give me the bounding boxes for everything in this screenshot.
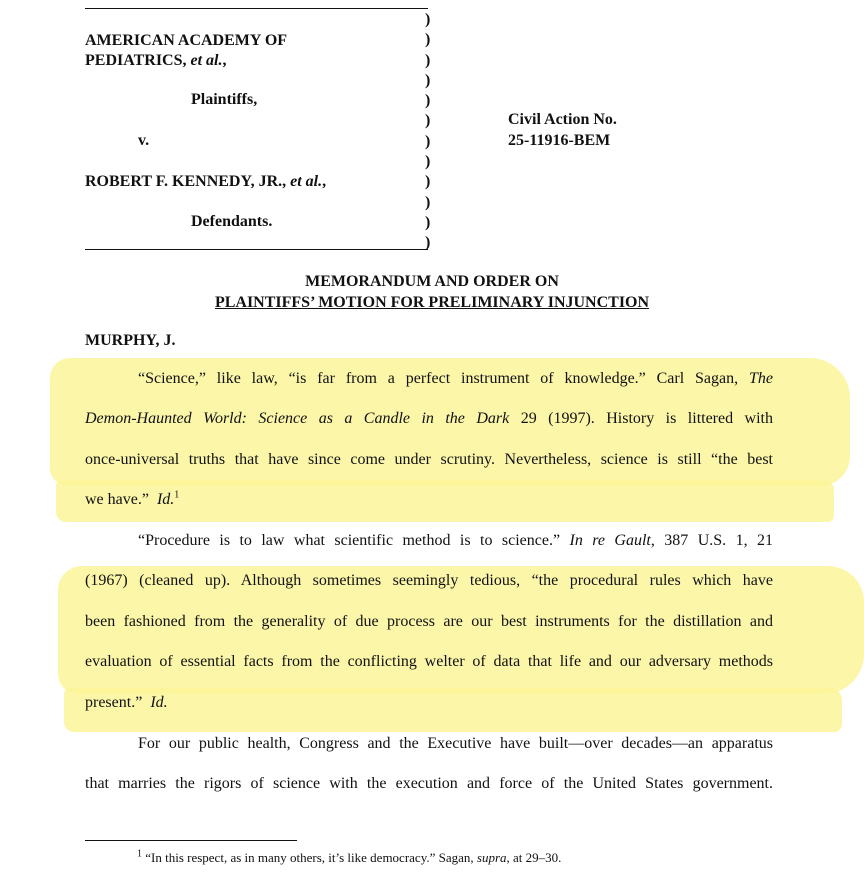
footnote-pinpoint: , at 29–30. bbox=[506, 850, 562, 865]
caption-paren: ) bbox=[425, 173, 431, 191]
paragraph2-line2: (1967) (cleaned up). Although sometimes seemingly tedious, “the procedural rules which have bbox=[85, 572, 773, 589]
defendant-et-al: et al. bbox=[290, 173, 323, 190]
footnote-separator bbox=[85, 840, 297, 841]
caption-paren: ) bbox=[425, 71, 431, 89]
paragraph2-id-cite: Id. bbox=[150, 694, 168, 711]
plaintiffs-label: Plaintiffs, bbox=[191, 91, 258, 108]
footnote-ref-1[interactable]: 1 bbox=[174, 489, 180, 501]
paragraph2-case-name: In re Gault bbox=[569, 532, 651, 549]
defendant-comma: , bbox=[322, 173, 327, 190]
caption-bottom-rule bbox=[85, 249, 428, 250]
caption-paren: ) bbox=[425, 11, 431, 28]
paragraph1-book-title: Demon-Haunted World: Science as a Candle in the Dark bbox=[85, 410, 510, 427]
footnote-marker: 1 bbox=[137, 848, 142, 860]
caption-paren: ) bbox=[425, 153, 431, 171]
paragraph1-line4 bbox=[85, 491, 179, 509]
civil-action-label: Civil Action No. bbox=[508, 111, 617, 128]
caption-paren: ) bbox=[425, 234, 431, 252]
paragraph1-id-cite: Id. bbox=[156, 491, 175, 508]
plaintiff-name-text: PEDIATRICS, bbox=[85, 52, 187, 69]
versus-label: v. bbox=[138, 132, 150, 149]
judge-name: MURPHY, J. bbox=[85, 332, 176, 349]
paragraph1-line4-text: we have.” bbox=[85, 491, 149, 508]
caption-paren: ) bbox=[425, 112, 431, 130]
plaintiff-name-line1: AMERICAN ACADEMY OF bbox=[85, 32, 288, 49]
paragraph1-book-title-start: The bbox=[749, 370, 773, 387]
caption-paren: ) bbox=[425, 132, 431, 150]
paragraph2-case-reporter: , 387 U.S. 1, 21 bbox=[650, 532, 773, 549]
paragraph1-line1-text: “Science,” like law, “is far from a perfect instrument of knowledge.” Carl Sagan, bbox=[138, 370, 739, 387]
defendant-name-text: ROBERT F. KENNEDY, JR., bbox=[85, 173, 287, 190]
memorandum-title-line2-text: PLAINTIFFS’ MOTION FOR PRELIMINARY INJUNCTION bbox=[214, 294, 650, 311]
defendants-label: Defendants. bbox=[191, 213, 273, 230]
paragraph2-case-cite bbox=[569, 532, 773, 549]
paragraph2-line5 bbox=[85, 694, 168, 712]
footnote-text: “In this respect, as in many others, it’s like democracy.” Sagan, bbox=[145, 850, 474, 865]
highlight-paragraph-2-tail bbox=[64, 688, 842, 732]
plaintiff-name bbox=[85, 31, 287, 71]
paragraph3-line2: that marries the rigors of science with the execution and force of the United States government. bbox=[85, 775, 773, 792]
paragraph2-line5-text: present.” bbox=[85, 694, 143, 711]
paragraph2-line3: been fashioned from the generality of due process are our best instruments for the distillation and bbox=[85, 613, 773, 630]
caption-top-rule bbox=[85, 8, 428, 9]
caption-paren: ) bbox=[425, 213, 431, 231]
memorandum-title-line2 bbox=[0, 294, 864, 312]
footnote-supra: supra bbox=[476, 850, 507, 865]
paragraph1-line2-text: 29 (1997). History is littered with bbox=[520, 410, 773, 427]
paragraph1-line1 bbox=[138, 370, 773, 388]
caption-paren: ) bbox=[425, 193, 431, 211]
plaintiff-et-al: et al. bbox=[190, 52, 223, 69]
civil-action-number: 25-11916-BEM bbox=[508, 132, 611, 149]
caption-paren: ) bbox=[425, 31, 431, 49]
caption-paren-column bbox=[425, 10, 439, 254]
caption-paren: ) bbox=[425, 51, 431, 69]
plaintiff-comma: , bbox=[222, 52, 227, 69]
paragraph1-line3: once-universal truths that have since come under scrutiny. Nevertheless, science is still “the best bbox=[85, 451, 773, 468]
paragraph3-line1: For our public health, Congress and the Executive have built—over decades—an apparatus bbox=[138, 735, 773, 752]
paragraph2-line4: evaluation of essential facts from the conflicting welter of data that life and our adversary methods bbox=[85, 653, 773, 670]
caption-paren: ) bbox=[425, 92, 431, 110]
paragraph2-line1 bbox=[138, 532, 773, 550]
paragraph2-line1-text: “Procedure is to law what scientific method is to science.” bbox=[138, 532, 561, 549]
footnote-1 bbox=[137, 850, 561, 866]
paragraph1-line2 bbox=[85, 410, 773, 428]
defendant-name bbox=[85, 173, 326, 191]
plaintiff-name-line2 bbox=[85, 51, 287, 71]
memorandum-title-line1: MEMORANDUM AND ORDER ON bbox=[305, 273, 559, 290]
